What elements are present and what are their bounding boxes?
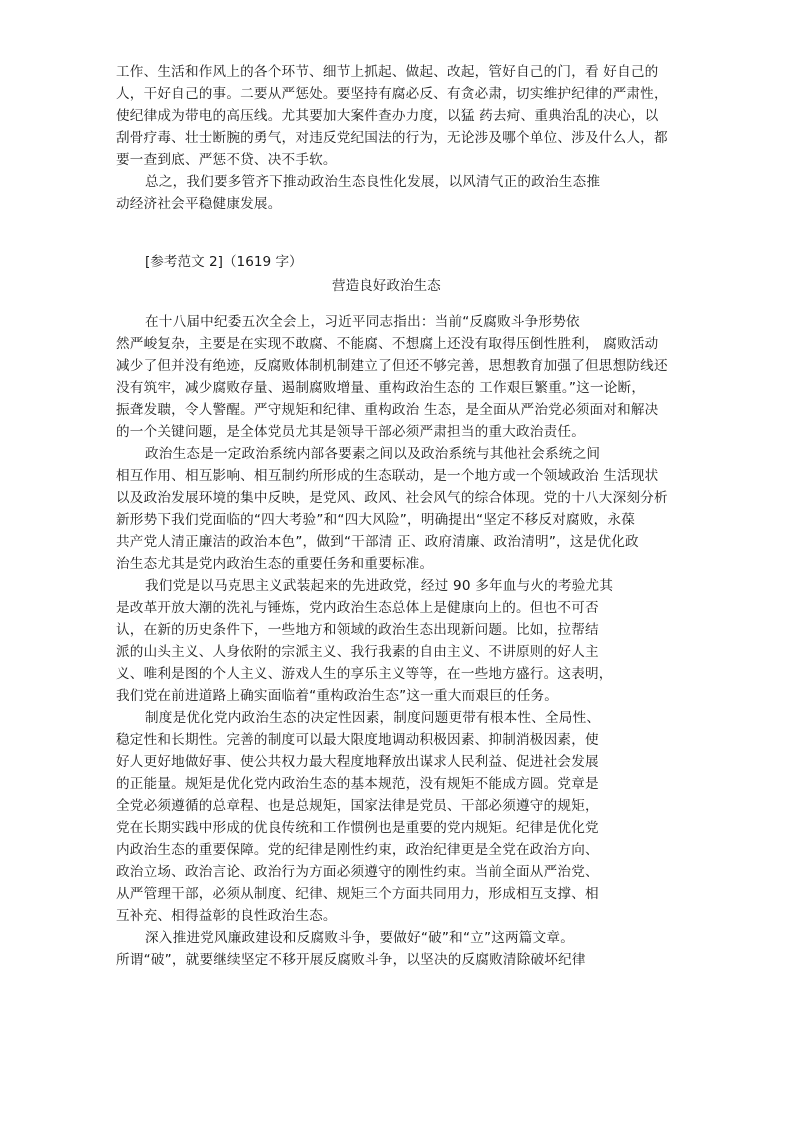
text-line: 义、唯利是图的个人主义、游戏人生的享乐主义等等，在一些地方盛行。这表明，	[116, 666, 613, 682]
text-line: 治生态尤其是党内政治生态的重要任务和重要标准。	[116, 556, 434, 572]
text-line: 总之，我们要多管齐下推动政治生态良性化发展，以风清气正的政治生态推	[145, 174, 601, 190]
text-line: 我们党在前进道路上确实面临着“重构政治生态”这一重大而艰巨的任务。	[116, 688, 559, 704]
text-line: 从严管理干部，必须从制度、纪律、规矩三个方面共同用力，形成相互支撑、相	[116, 886, 599, 902]
text-line: 派的山头主义、人身依附的宗派主义、我行我素的自由主义、不讲原则的好人主	[116, 644, 599, 660]
text-line: 减少了但并没有绝迹，反腐败体制机制建立了但还不够完善，思想教育加强了但思想防线还	[116, 358, 668, 374]
text-line: 刮骨疗毒、壮士断腕的勇气，对违反党纪国法的行为，无论涉及哪个单位、涉及什么人，都	[116, 130, 668, 146]
text-line: 在十八届中纪委五次全会上，习近平同志指出：当前“反腐败斗争形势依	[145, 314, 580, 330]
text-line: 工作、生活和作风上的各个环节、细节上抓起、做起、改起，管好自己的门，看 好自己的	[116, 64, 659, 80]
text-line: 党在长期实践中形成的优良传统和工作惯例也是重要的党内规矩。纪律是优化党	[116, 820, 599, 836]
text-line: 动经济社会平稳健康发展。	[116, 196, 282, 212]
text-line: 没有筑牢，减少腐败存量、遏制腐败增量、重构政治生态的 工作艰巨繁重。”这一论断，	[116, 380, 646, 396]
text-line: 新形势下我们党面临的“四大考验”和“四大风险”，明确提出“坚定不移反对腐败，永葆	[116, 512, 635, 528]
text-line: 共产党人清正廉洁的政治本色”，做到“干部清 正、政府清廉、政治清明”，这是优化政	[116, 534, 639, 550]
text-line: 认，在新的历史条件下，一些地方和领域的政治生态出现新问题。比如，拉帮结	[116, 622, 599, 638]
text-line: 政治立场、政治言论、政治行为方面必须遵守的刚性约束。当前全面从严治党、	[116, 864, 599, 880]
text-line: 所谓“破”，就要继续坚定不移开展反腐败斗争，以坚决的反腐败清除破坏纪律	[116, 952, 586, 968]
text-line: 好人更好地做好事、使公共权力最大程度地释放出谋求人民利益、促进社会发展	[116, 754, 599, 770]
reference-label: [参考范文 2]（1619 字）	[145, 254, 303, 270]
text-line: 使纪律成为带电的高压线。尤其要加大案件查办力度，以猛 药去疴、重典治乱的决心，以	[116, 108, 659, 124]
text-line: 内政治生态的重要保障。党的纪律是刚性约束，政治纪律更是全党在政治方向、	[116, 842, 599, 858]
text-line: 是改革开放大潮的洗礼与锤炼，党内政治生态总体上是健康向上的。但也不可否	[116, 600, 599, 616]
text-line: 的正能量。规矩是优化党内政治生态的基本规范，没有规矩不能成方圆。党章是	[116, 776, 599, 792]
text-line: 我们党是以马克思主义武装起来的先进政党，经过 90 多年血与火的考验尤其	[145, 578, 614, 594]
text-line: 互补充、相得益彰的良性政治生态。	[116, 908, 337, 924]
text-line: 政治生态是一定政治系统内部各要素之间以及政治系统与其他社会系统之间	[145, 446, 601, 462]
text-line: 深入推进党风廉政建设和反腐败斗争，要做好“破”和“立”这两篇文章。	[145, 930, 574, 946]
text-line: 相互作用、相互影响、相互制约所形成的生态联动，是一个地方或一个领域政治 生活现状	[116, 468, 659, 484]
text-line: 全党必须遵循的总章程、也是总规矩，国家法律是党员、干部必须遵守的规矩，	[116, 798, 599, 814]
text-line: 然严峻复杂，主要是在实现不敢腐、不能腐、不想腐上还没有取得压倒性胜利， 腐败活动	[116, 336, 659, 352]
text-line: 人，干好自己的事。二要从严惩处。要坚持有腐必反、有贪必肃，切实维护纪律的严肃性，	[116, 86, 668, 102]
text-line: 的一个关键问题，是全体党员尤其是领导干部必须严肃担当的重大政治责任。	[116, 424, 585, 440]
text-line: 以及政治发展环境的集中反映，是党风、政风、社会风气的综合体现。党的十八大深刻分析	[116, 490, 668, 506]
article-title: 营造良好政治生态	[332, 278, 441, 294]
text-line: 稳定性和长期性。完善的制度可以最大限度地调动积极因素、抑制消极因素，使	[116, 732, 599, 748]
text-line: 制度是优化党内政治生态的决定性因素，制度问题更带有根本性、全局性、	[145, 710, 601, 726]
text-line: 振聋发聩，令人警醒。严守规矩和纪律、重构政治 生态，是全面从严治党必须面对和解决	[116, 402, 659, 418]
text-line: 要一查到底、严惩不贷、决不手软。	[116, 152, 337, 168]
